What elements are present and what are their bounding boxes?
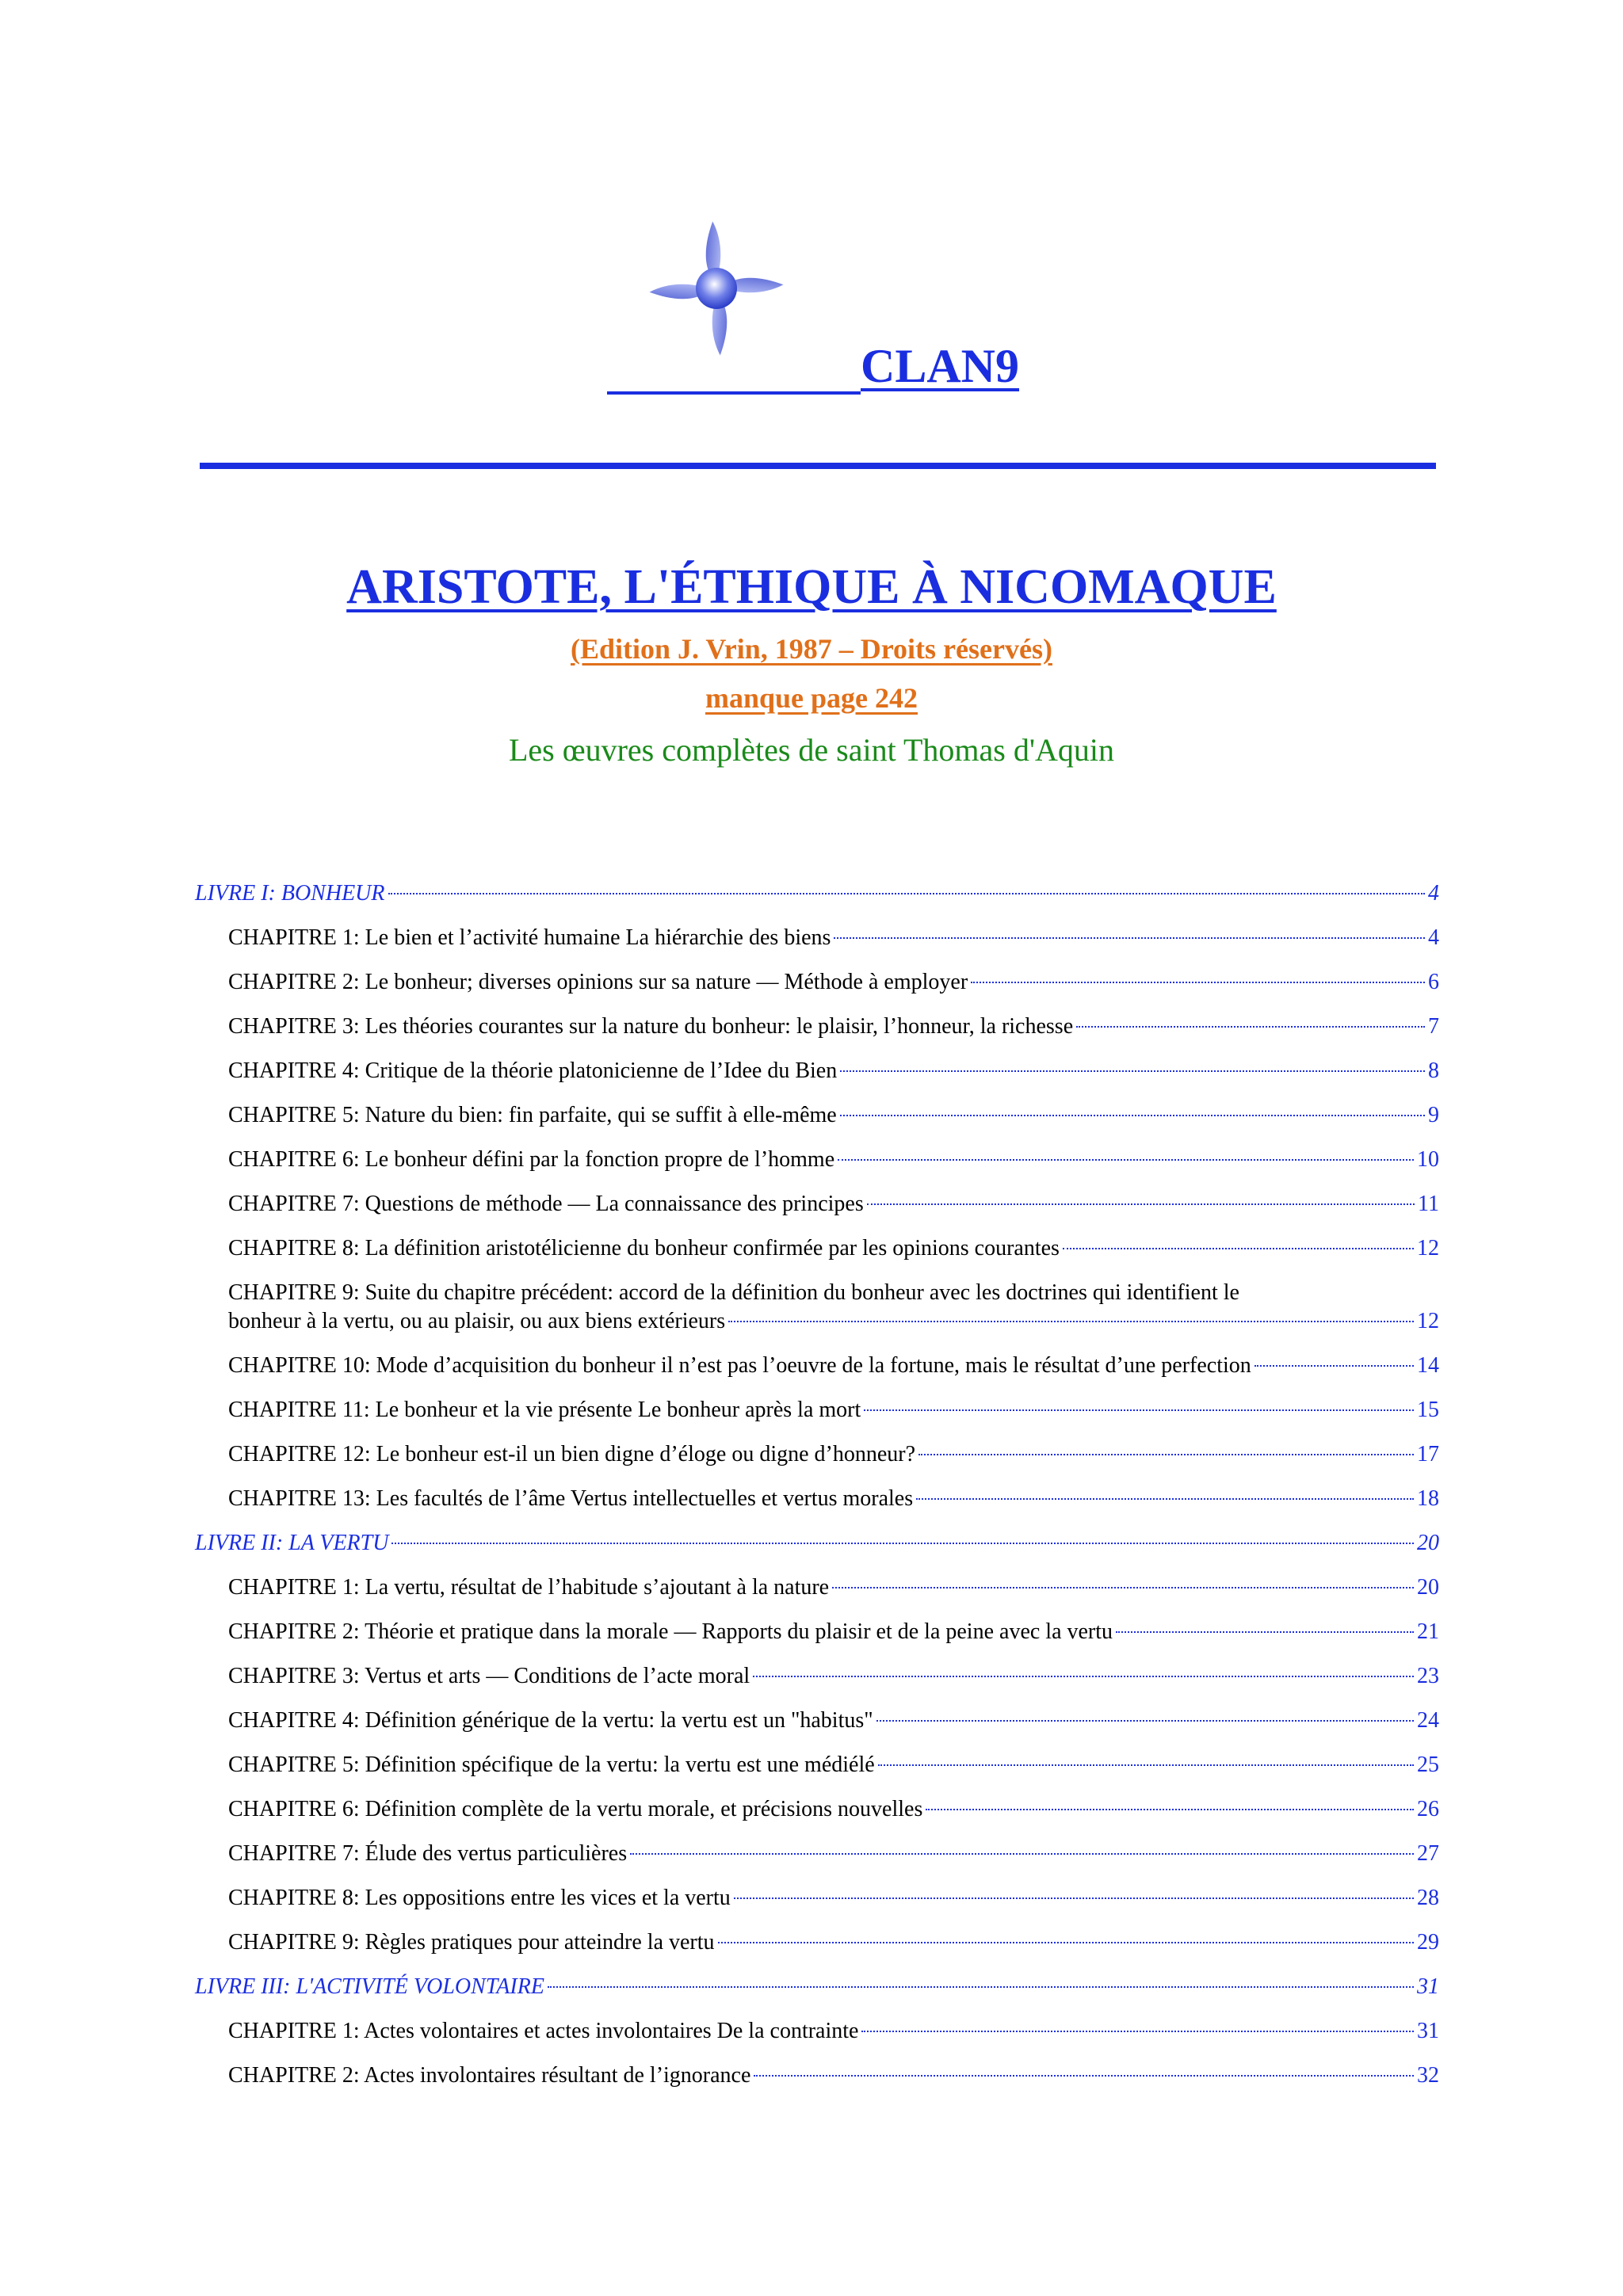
toc-leader-dots: [918, 1454, 1414, 1455]
toc-entry-title: CHAPITRE 1: La vertu, résultat de l’habitude s’ajoutant à la nature: [228, 1575, 830, 1600]
toc-entry-title: CHAPITRE 2: Actes involontaires résultant de l’ignorance: [228, 2063, 751, 2088]
toc-leader-dots: [838, 1159, 1414, 1161]
toc-leader-dots: [753, 1676, 1414, 1677]
toc-page-number: 9: [1428, 1103, 1439, 1127]
toc-leader-dots: [1076, 1026, 1425, 1028]
toc-page-number: 17: [1417, 1442, 1439, 1466]
toc-leader-dots: [861, 2031, 1414, 2032]
toc-entry-chapter[interactable]: [195, 2054, 1439, 2098]
toc-entry-title: CHAPITRE 1: Actes volontaires et actes involontaires De la contrainte: [228, 2019, 859, 2043]
collection-subtitle: Les œuvres complètes de saint Thomas d'Aquin: [508, 732, 1115, 768]
toc-page-number: 32: [1417, 2063, 1439, 2088]
toc-page-number: 15: [1417, 1398, 1439, 1422]
toc-entry-title: CHAPITRE 9: Suite du chapitre précédent: accord de la définition du bonheur avec les doctrines qui identifient le: [228, 1280, 1239, 1305]
toc-leader-dots: [916, 1498, 1414, 1500]
toc-leader-dots: [840, 1070, 1425, 1072]
toc-entry-title: CHAPITRE 7: Élude des vertus particulières: [228, 1841, 628, 1866]
toc-entry-title: CHAPITRE 7: Questions de méthode — La connaissance des principes: [228, 1192, 864, 1216]
toc-entry-chapter[interactable]: [195, 2009, 1439, 2054]
toc-entry-chapter[interactable]: [195, 1388, 1439, 1432]
toc-entry-title: CHAPITRE 6: Le bonheur défini par la fonction propre de l’homme: [228, 1147, 835, 1172]
toc-entry-title: CHAPITRE 2: Le bonheur; diverses opinions sur sa nature — Méthode à employer: [228, 970, 968, 994]
toc-page-number: 4: [1428, 925, 1439, 950]
toc-entry-chapter[interactable]: [195, 1920, 1439, 1965]
toc-entry-chapter[interactable]: [195, 1876, 1439, 1920]
toc-entry-title: CHAPITRE 9: Règles pratiques pour atteindre la vertu: [228, 1930, 715, 1955]
header-divider: [200, 463, 1436, 469]
toc-page-number: 7: [1428, 1014, 1439, 1039]
toc-page-number: 21: [1417, 1619, 1439, 1644]
toc-entry-title: CHAPITRE 5: Nature du bien: fin parfaite, qui se suffit à elle-même: [228, 1103, 837, 1127]
toc-entry-chapter[interactable]: [195, 1344, 1439, 1388]
toc-page-number: 11: [1418, 1192, 1439, 1216]
toc-page-number: 24: [1417, 1708, 1439, 1733]
toc-leader-dots: [867, 1203, 1415, 1205]
toc-entry-chapter[interactable]: [195, 1477, 1439, 1521]
toc-page-number: 12: [1417, 1309, 1439, 1333]
toc-leader-dots: [864, 1409, 1414, 1411]
toc-entry-chapter[interactable]: [195, 1432, 1439, 1477]
toc-page-number: 31: [1417, 1974, 1439, 1999]
toc-leader-dots: [391, 1543, 1414, 1544]
toc-page-number: 12: [1417, 1236, 1439, 1261]
document-title[interactable]: ARISTOTE, L'ÉTHIQUE À NICOMAQUE: [346, 560, 1277, 614]
toc-leader-dots: [548, 1986, 1414, 1988]
toc-leader-dots: [718, 1942, 1414, 1943]
toc-page-number: 23: [1417, 1664, 1439, 1688]
toc-leader-dots: [630, 1853, 1414, 1855]
toc-entry-chapter[interactable]: [195, 1610, 1439, 1654]
toc-page-number: 31: [1417, 2019, 1439, 2043]
brand-underline: [607, 391, 861, 395]
toc-page-number: 20: [1417, 1575, 1439, 1600]
toc-leader-dots: [926, 1809, 1414, 1810]
toc-entry-title: CHAPITRE 1: Le bien et l’activité humaine La hiérarchie des biens: [228, 925, 831, 950]
toc-entry-title: LIVRE I: BONHEUR: [195, 881, 385, 906]
toc-leader-dots: [754, 2075, 1414, 2077]
toc-leader-dots: [840, 1115, 1425, 1116]
toc-entry-title-continued: [228, 1307, 1439, 1336]
toc-entry-chapter[interactable]: [195, 1699, 1439, 1743]
toc-page-number: 28: [1417, 1886, 1439, 1910]
toc-entry-title: CHAPITRE 11: Le bonheur et la vie présente Le bonheur après la mort: [228, 1398, 861, 1422]
toc-entry-title: CHAPITRE 2: Théorie et pratique dans la morale — Rapports du plaisir et de la peine avec la vertu: [228, 1619, 1113, 1644]
toc-leader-dots: [876, 1720, 1414, 1722]
edition-note[interactable]: (Edition J. Vrin, 1987 – Droits réservés): [571, 633, 1052, 665]
toc-entry-title: CHAPITRE 3: Vertus et arts — Conditions de l’acte moral: [228, 1664, 750, 1688]
toc-entry-title: CHAPITRE 6: Définition complète de la vertu morale, et précisions nouvelles: [228, 1797, 923, 1821]
toc-entry-chapter[interactable]: [195, 1743, 1439, 1787]
toc-page-number: 25: [1417, 1753, 1439, 1777]
toc-leader-dots: [734, 1897, 1414, 1899]
toc-entry-title: CHAPITRE 12: Le bonheur est-il un bien digne d’éloge ou digne d’honneur?: [228, 1442, 916, 1466]
table-of-contents: [195, 871, 1439, 2098]
toc-page-number: 14: [1417, 1353, 1439, 1378]
toc-entry-chapter[interactable]: [195, 1182, 1439, 1226]
toc-page-number: 6: [1428, 970, 1439, 994]
toc-page-number: 29: [1417, 1930, 1439, 1955]
toc-entry-book[interactable]: [195, 1521, 1439, 1566]
toc-entry-title-cont: bonheur à la vertu, ou au plaisir, ou aux biens extérieurs: [228, 1309, 726, 1333]
toc-entry-title: CHAPITRE 8: Les oppositions entre les vices et la vertu: [228, 1886, 731, 1910]
toc-entry-title: LIVRE III: L'ACTIVITÉ VOLONTAIRE: [195, 1974, 544, 1999]
toc-entry-chapter[interactable]: [195, 1787, 1439, 1832]
toc-page-number: 20: [1417, 1531, 1439, 1555]
toc-entry-title: CHAPITRE 10: Mode d’acquisition du bonheur il n’est pas l’oeuvre de la fortune, mais le résultat d’une perfection: [228, 1353, 1251, 1378]
toc-leader-dots: [1254, 1365, 1414, 1367]
toc-leader-dots: [1063, 1248, 1414, 1249]
toc-page-number: 8: [1428, 1058, 1439, 1083]
toc-leader-dots: [728, 1321, 1414, 1322]
toc-entry-chapter[interactable]: [195, 1654, 1439, 1699]
toc-entry-chapter[interactable]: [195, 1138, 1439, 1182]
toc-entry-title: CHAPITRE 3: Les théories courantes sur la nature du bonheur: le plaisir, l’honneur, la richesse: [228, 1014, 1074, 1039]
toc-entry-chapter[interactable]: [195, 1271, 1439, 1344]
toc-entry-title: LIVRE II: LA VERTU: [195, 1531, 389, 1555]
missing-page-note[interactable]: manque page 242: [705, 682, 918, 714]
toc-entry-chapter[interactable]: [195, 1566, 1439, 1610]
toc-entry-title: CHAPITRE 5: Définition spécifique de la vertu: la vertu est une médiélé: [228, 1753, 875, 1777]
toc-leader-dots: [832, 1587, 1414, 1589]
toc-entry-title: CHAPITRE 4: Critique de la théorie platonicienne de l’Idee du Bien: [228, 1058, 838, 1083]
toc-page-number: 10: [1417, 1147, 1439, 1172]
brand-header: [607, 336, 1027, 399]
toc-leader-dots: [971, 982, 1425, 983]
toc-page-number: 27: [1417, 1841, 1439, 1866]
toc-leader-dots: [1116, 1631, 1414, 1633]
toc-entry-book[interactable]: [195, 871, 1439, 916]
toc-page-number: 18: [1417, 1486, 1439, 1511]
toc-leader-dots: [878, 1764, 1414, 1766]
toc-entry-title: CHAPITRE 4: Définition générique de la vertu: la vertu est un "habitus": [228, 1708, 873, 1733]
toc-leader-dots: [388, 893, 1425, 894]
toc-entry-chapter[interactable]: [195, 1832, 1439, 1876]
brand-link[interactable]: CLAN9: [861, 340, 1020, 392]
toc-entry-chapter[interactable]: [195, 960, 1439, 1005]
toc-entry-chapter[interactable]: [195, 916, 1439, 960]
toc-entry-chapter[interactable]: [195, 1226, 1439, 1271]
toc-entry-chapter[interactable]: [195, 1005, 1439, 1049]
toc-entry-title: CHAPITRE 13: Les facultés de l’âme Vertus intellectuelles et vertus morales: [228, 1486, 914, 1511]
toc-leader-dots: [834, 937, 1425, 939]
toc-page-number: 26: [1417, 1797, 1439, 1821]
toc-entry-title: CHAPITRE 8: La définition aristotélicienne du bonheur confirmée par les opinions courantes: [228, 1236, 1060, 1261]
toc-entry-chapter[interactable]: [195, 1049, 1439, 1093]
toc-entry-chapter[interactable]: [195, 1093, 1439, 1138]
toc-entry-book[interactable]: [195, 1965, 1439, 2009]
title-block: [0, 555, 1623, 770]
toc-page-number: 4: [1428, 881, 1439, 906]
